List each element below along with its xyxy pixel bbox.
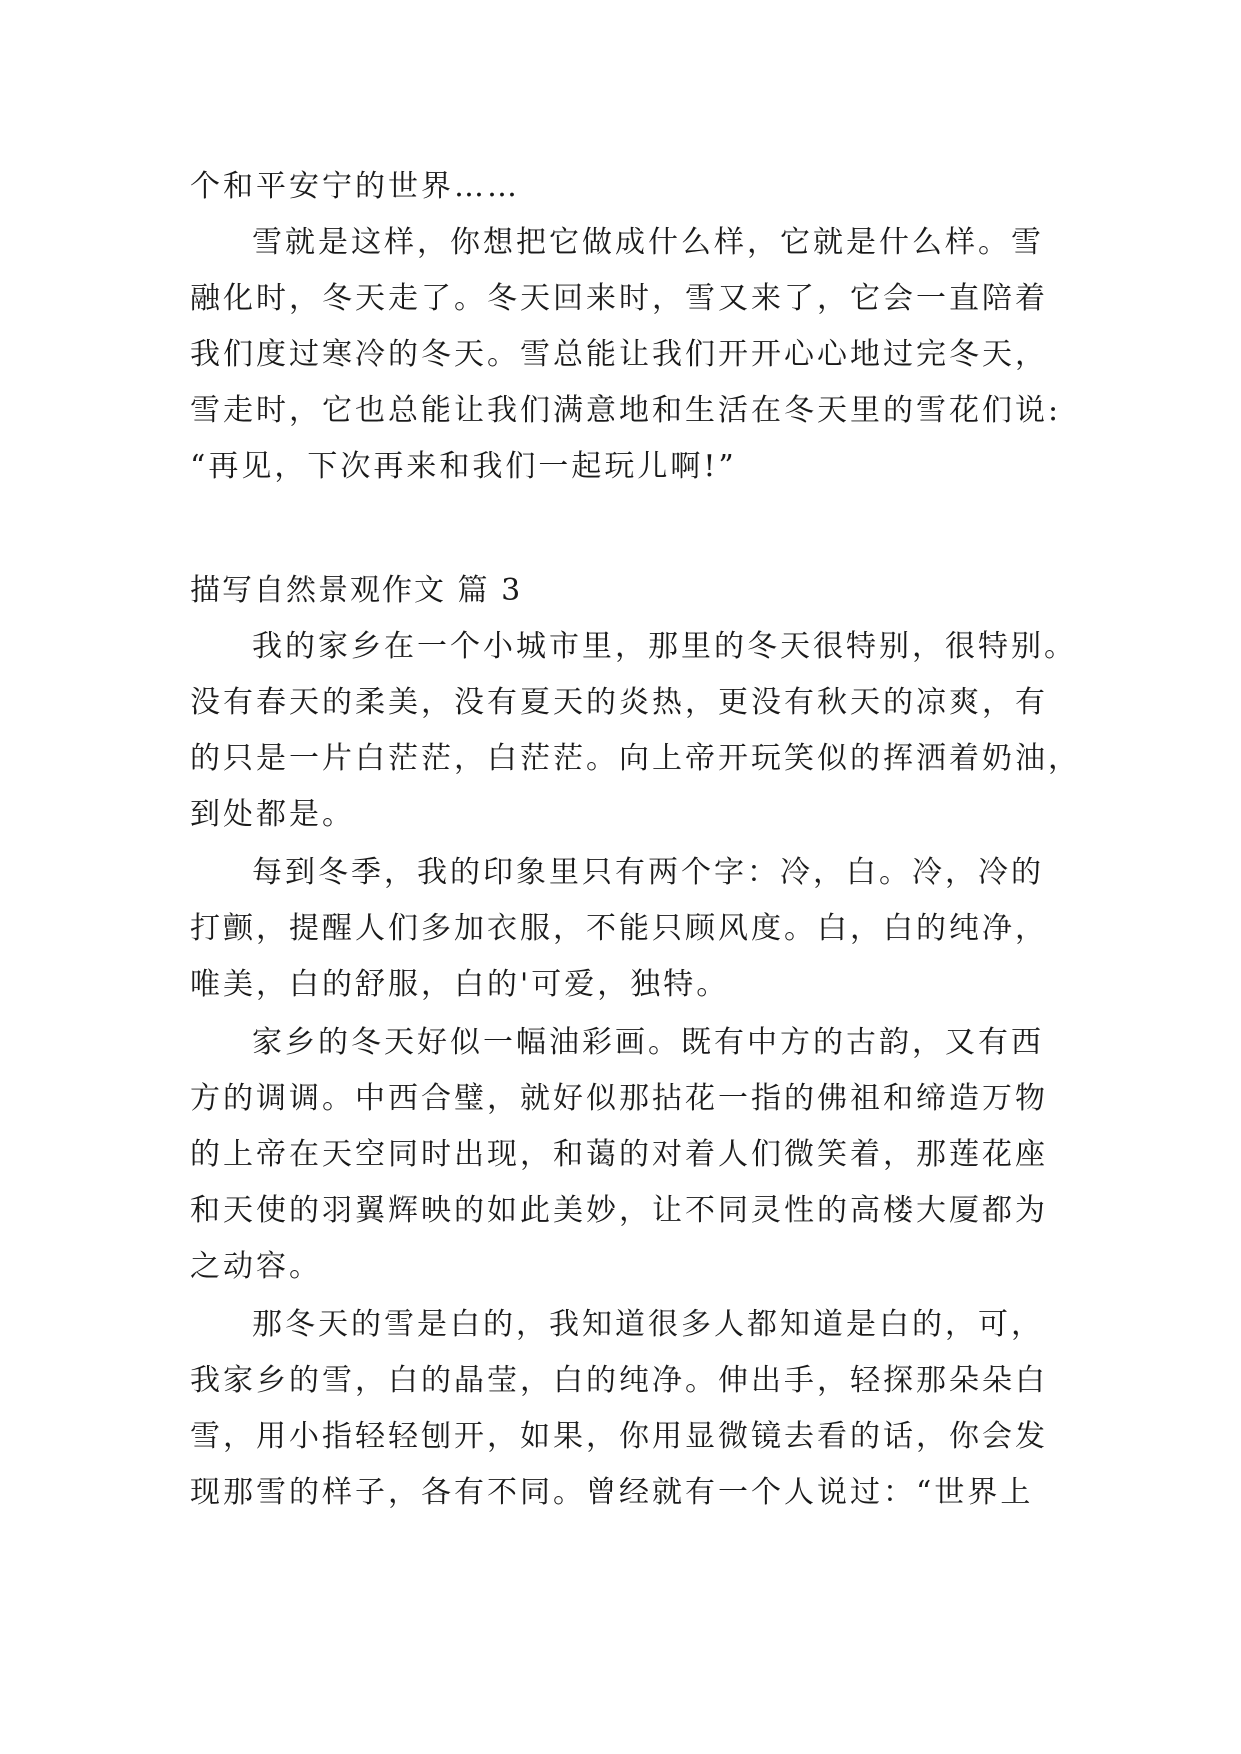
text-line: 的只是一片白茫茫，白茫茫。向上帝开玩笑似的挥洒着奶油， — [190, 741, 1081, 776]
text-line: “再见，下次再来和我们一起玩儿啊!” — [190, 449, 737, 484]
text-line: 没有春天的柔美，没有夏天的炎热，更没有秋天的凉爽，有 — [190, 685, 1048, 720]
text-line: 打颤，提醒人们多加衣服，不能只顾风度。白，白的纯净， — [190, 911, 1048, 946]
text-line: 雪，用小指轻轻刨开，如果，你用显微镜去看的话，你会发 — [190, 1419, 1048, 1454]
text-line: 到处都是。 — [190, 797, 355, 832]
text-line: 现那雪的样子，各有不同。曾经就有一个人说过：“世界上 — [190, 1475, 1034, 1510]
text-line: 雪走时，它也总能让我们满意地和生活在冬天里的雪花们说: — [190, 393, 1062, 428]
text-line: 我们度过寒冷的冬天。雪总能让我们开开心心地过完冬天， — [190, 337, 1048, 372]
paragraph-first-line: 我的家乡在一个小城市里，那里的冬天很特别，很特别。 — [252, 629, 1077, 664]
text-line: 的上帝在天空同时出现，和蔼的对着人们微笑着，那莲花座 — [190, 1137, 1048, 1172]
text-line: 个和平安宁的世界…… — [190, 169, 520, 204]
paragraph-first-line: 雪就是这样，你想把它做成什么样，它就是什么样。雪 — [252, 225, 1044, 260]
text-line: 方的调调。中西合璧，就好似那拈花一指的佛祖和缔造万物 — [190, 1081, 1048, 1116]
text-line: 我家乡的雪，白的晶莹，白的纯净。伸出手，轻探那朵朵白 — [190, 1363, 1048, 1398]
text-line: 唯美，白的舒服，白的'可爱，独特。 — [190, 967, 730, 1002]
paragraph-first-line: 每到冬季，我的印象里只有两个字：冷，白。冷，冷的 — [252, 855, 1044, 890]
text-line: 之动容。 — [190, 1249, 322, 1284]
paragraph-first-line: 那冬天的雪是白的，我知道很多人都知道是白的，可， — [252, 1307, 1044, 1342]
text-line: 融化时，冬天走了。冬天回来时，雪又来了，它会一直陪着 — [190, 281, 1048, 316]
paragraph-first-line: 家乡的冬天好似一幅油彩画。既有中方的古韵，又有西 — [252, 1025, 1044, 1060]
section-heading: 描写自然景观作文 篇 3 — [190, 573, 523, 608]
text-line: 和天使的羽翼辉映的如此美妙，让不同灵性的高楼大厦都为 — [190, 1193, 1048, 1228]
